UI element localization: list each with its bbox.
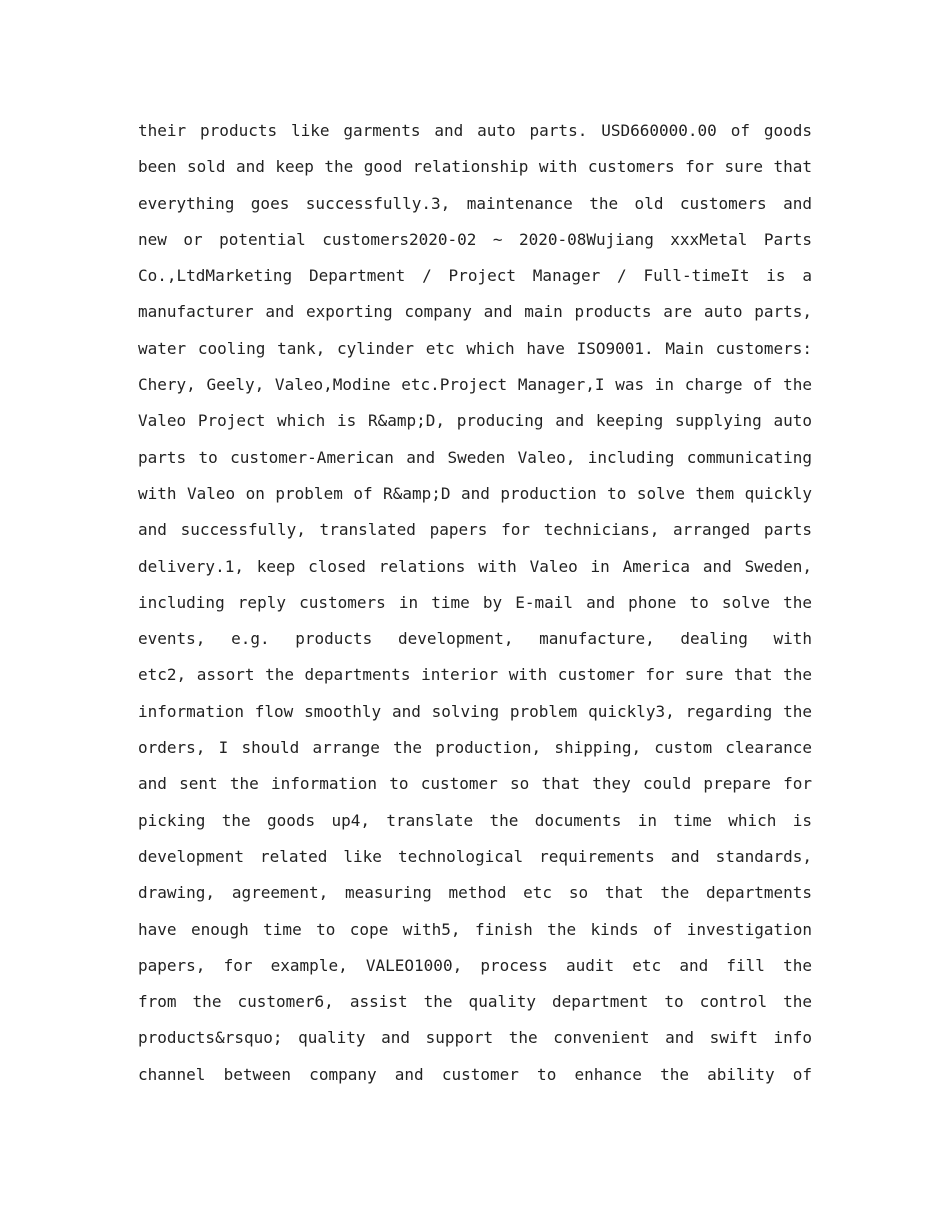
text-line: and successfully, translated papers for technicians, arranged parts [138,520,812,540]
text-line: picking the goods up4, translate the documents in time which is [138,810,812,830]
text-line: channel between company and customer to enhance the ability of [138,1064,812,1084]
text-line: papers, for example, VALEO1000, process audit etc and fill the [138,955,812,975]
text-line: with Valeo on problem of R&amp;D and production to solve them quickly [138,483,812,503]
body-text [138,113,812,1093]
text-line: including reply customers in time by E-mail and phone to solve the [138,592,812,612]
text-line: drawing, agreement, measuring method etc so that the departments [138,883,812,903]
text-line: from the customer6, assist the quality department to control the [138,992,812,1012]
text-line: Valeo Project which is R&amp;D, producing and keeping supplying auto [138,411,812,431]
text-line: manufacturer and exporting company and main products are auto parts, [138,302,812,322]
text-line: Co.,LtdMarketing Department / Project Manager / Full-timeIt is a [138,266,812,286]
text-line: everything goes successfully.3, maintenance the old customers and [138,193,812,213]
text-line: and sent the information to customer so that they could prepare for [138,774,812,794]
text-line: development related like technological requirements and standards, [138,846,812,866]
text-line: water cooling tank, cylinder etc which have ISO9001. Main customers: [138,338,812,358]
text-line: events, e.g. products development, manufacture, dealing with [138,629,812,649]
text-line: products&rsquo; quality and support the convenient and swift info [138,1028,812,1048]
text-line: delivery.1, keep closed relations with Valeo in America and Sweden, [138,556,812,576]
text-line: new or potential customers2020-02 ~ 2020-08Wujiang xxxMetal Parts [138,229,812,249]
text-line: been sold and keep the good relationship with customers for sure that [138,157,812,177]
text-line: Chery, Geely, Valeo,Modine etc.Project Manager,I was in charge of the [138,375,812,395]
text-line: their products like garments and auto parts. USD660000.00 of goods [138,121,812,140]
text-line: parts to customer-American and Sweden Valeo, including communicating [138,447,812,467]
text-line: have enough time to cope with5, finish the kinds of investigation [138,919,812,939]
text-line: information flow smoothly and solving problem quickly3, regarding the [138,701,812,721]
text-line: orders, I should arrange the production, shipping, custom clearance [138,738,812,758]
text-line: etc2, assort the departments interior with customer for sure that the [138,665,812,685]
